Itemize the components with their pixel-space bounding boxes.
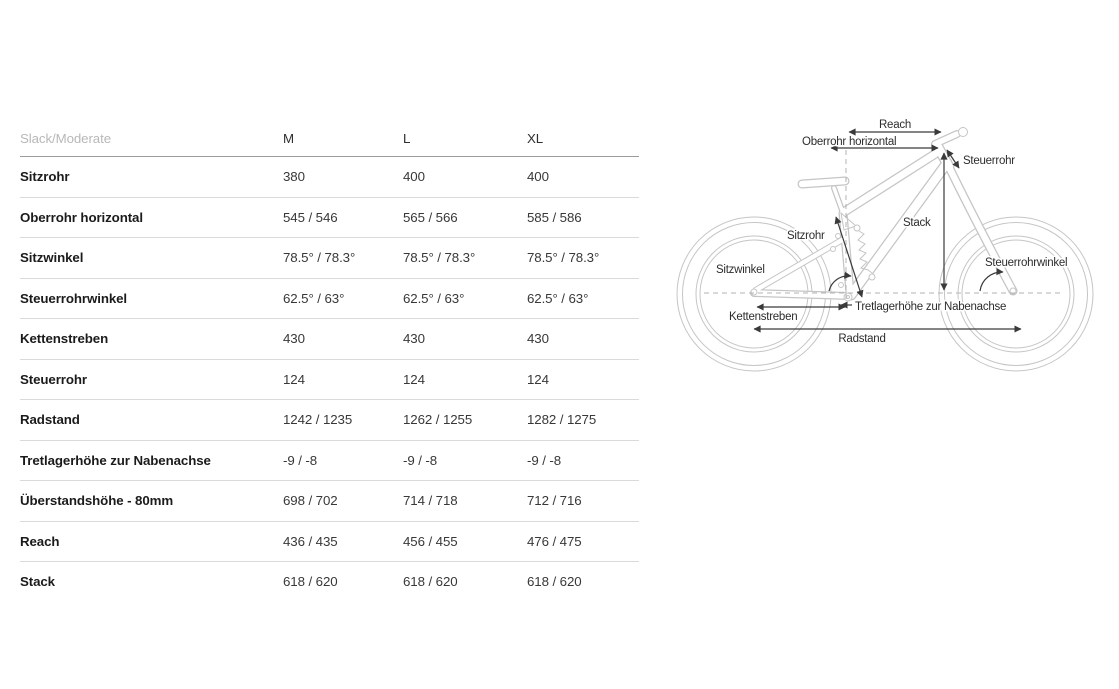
cell-value: -9 / -8 bbox=[527, 452, 562, 468]
cell-value: 618 / 620 bbox=[283, 574, 338, 590]
table-row bbox=[20, 481, 639, 522]
cell-value: 78.5° / 78.3° bbox=[527, 250, 600, 266]
stack-label: Stack bbox=[903, 217, 931, 229]
table-row bbox=[20, 157, 639, 198]
cell-value: -9 / -8 bbox=[283, 452, 318, 468]
table-header-row bbox=[20, 120, 639, 157]
cell-value: 78.5° / 78.3° bbox=[283, 250, 356, 266]
table-row bbox=[20, 400, 639, 441]
cell-value: 698 / 702 bbox=[283, 493, 338, 509]
table-row bbox=[20, 238, 639, 279]
cell-value: 712 / 716 bbox=[527, 493, 582, 509]
cell-value: -9 / -8 bbox=[403, 452, 438, 468]
table-row bbox=[20, 319, 639, 360]
cell-value: 430 bbox=[403, 331, 425, 347]
cell-value: 400 bbox=[403, 169, 425, 185]
row-label: Oberrohr horizontal bbox=[20, 209, 143, 225]
cell-value: 436 / 435 bbox=[283, 533, 338, 549]
tretlagerhoehe-label: Tretlagerhöhe zur Nabenachse bbox=[855, 301, 1007, 313]
cell-value: 565 / 566 bbox=[403, 209, 458, 225]
cell-value: 124 bbox=[283, 371, 305, 387]
cell-value: 1282 / 1275 bbox=[527, 412, 597, 428]
cell-value: 456 / 455 bbox=[403, 533, 458, 549]
reach-label: Reach bbox=[879, 119, 911, 131]
radstand-label: Radstand bbox=[838, 333, 886, 345]
cell-value: 430 bbox=[283, 331, 305, 347]
cell-value: 124 bbox=[527, 371, 549, 387]
sitzrohr-label: Sitzrohr bbox=[787, 230, 825, 242]
cell-value: 62.5° / 63° bbox=[527, 290, 589, 306]
cell-value: 62.5° / 63° bbox=[283, 290, 345, 306]
column-header-l: L bbox=[403, 130, 411, 146]
cell-value: 618 / 620 bbox=[527, 574, 582, 590]
cell-value: 545 / 546 bbox=[283, 209, 338, 225]
table-row bbox=[20, 360, 639, 401]
table-row bbox=[20, 198, 639, 239]
cell-value: 1242 / 1235 bbox=[283, 412, 353, 428]
row-label: Reach bbox=[20, 533, 60, 549]
table-row bbox=[20, 441, 639, 482]
cell-value: 585 / 586 bbox=[527, 209, 582, 225]
cell-value: 400 bbox=[527, 169, 549, 185]
cell-value: 380 bbox=[283, 169, 305, 185]
row-label: Sitzwinkel bbox=[20, 250, 84, 266]
steuerrohr-label: Steuerrohr bbox=[963, 155, 1015, 167]
table-row bbox=[20, 279, 639, 320]
handlebar-grip-sketch bbox=[959, 128, 968, 137]
cell-value: 714 / 718 bbox=[403, 493, 458, 509]
column-header-xl: XL bbox=[527, 130, 544, 146]
oberrohr-label: Oberrohr horizontal bbox=[802, 136, 897, 148]
cell-value: 618 / 620 bbox=[403, 574, 458, 590]
cell-value: 78.5° / 78.3° bbox=[403, 250, 476, 266]
cell-value: 430 bbox=[527, 331, 549, 347]
sitzwinkel-label: Sitzwinkel bbox=[716, 264, 765, 276]
geometry-table bbox=[20, 120, 639, 602]
variant-header: Slack/Moderate bbox=[20, 130, 111, 146]
row-label: Steuerrohr bbox=[20, 371, 87, 387]
cell-value: 476 / 475 bbox=[527, 533, 582, 549]
row-label: Kettenstreben bbox=[20, 331, 109, 347]
table-row bbox=[20, 562, 639, 602]
kettenstreben-label: Kettenstreben bbox=[729, 311, 798, 323]
table-row bbox=[20, 522, 639, 563]
cell-value: 124 bbox=[403, 371, 425, 387]
cell-value: 62.5° / 63° bbox=[403, 290, 465, 306]
row-label: Stack bbox=[20, 574, 55, 590]
table-body bbox=[20, 157, 639, 602]
row-label: Sitzrohr bbox=[20, 169, 70, 185]
row-label: Steuerrohrwinkel bbox=[20, 290, 128, 306]
bike-geometry-diagram bbox=[660, 100, 1119, 400]
row-label: Tretlagerhöhe zur Nabenachse bbox=[20, 452, 211, 468]
row-label: Radstand bbox=[20, 412, 80, 428]
steuerrohrwinkel-label: Steuerrohrwinkel bbox=[985, 257, 1068, 269]
row-label: Überstandshöhe - 80mm bbox=[20, 493, 174, 509]
column-header-m: M bbox=[283, 130, 294, 146]
cell-value: 1262 / 1255 bbox=[403, 412, 473, 428]
